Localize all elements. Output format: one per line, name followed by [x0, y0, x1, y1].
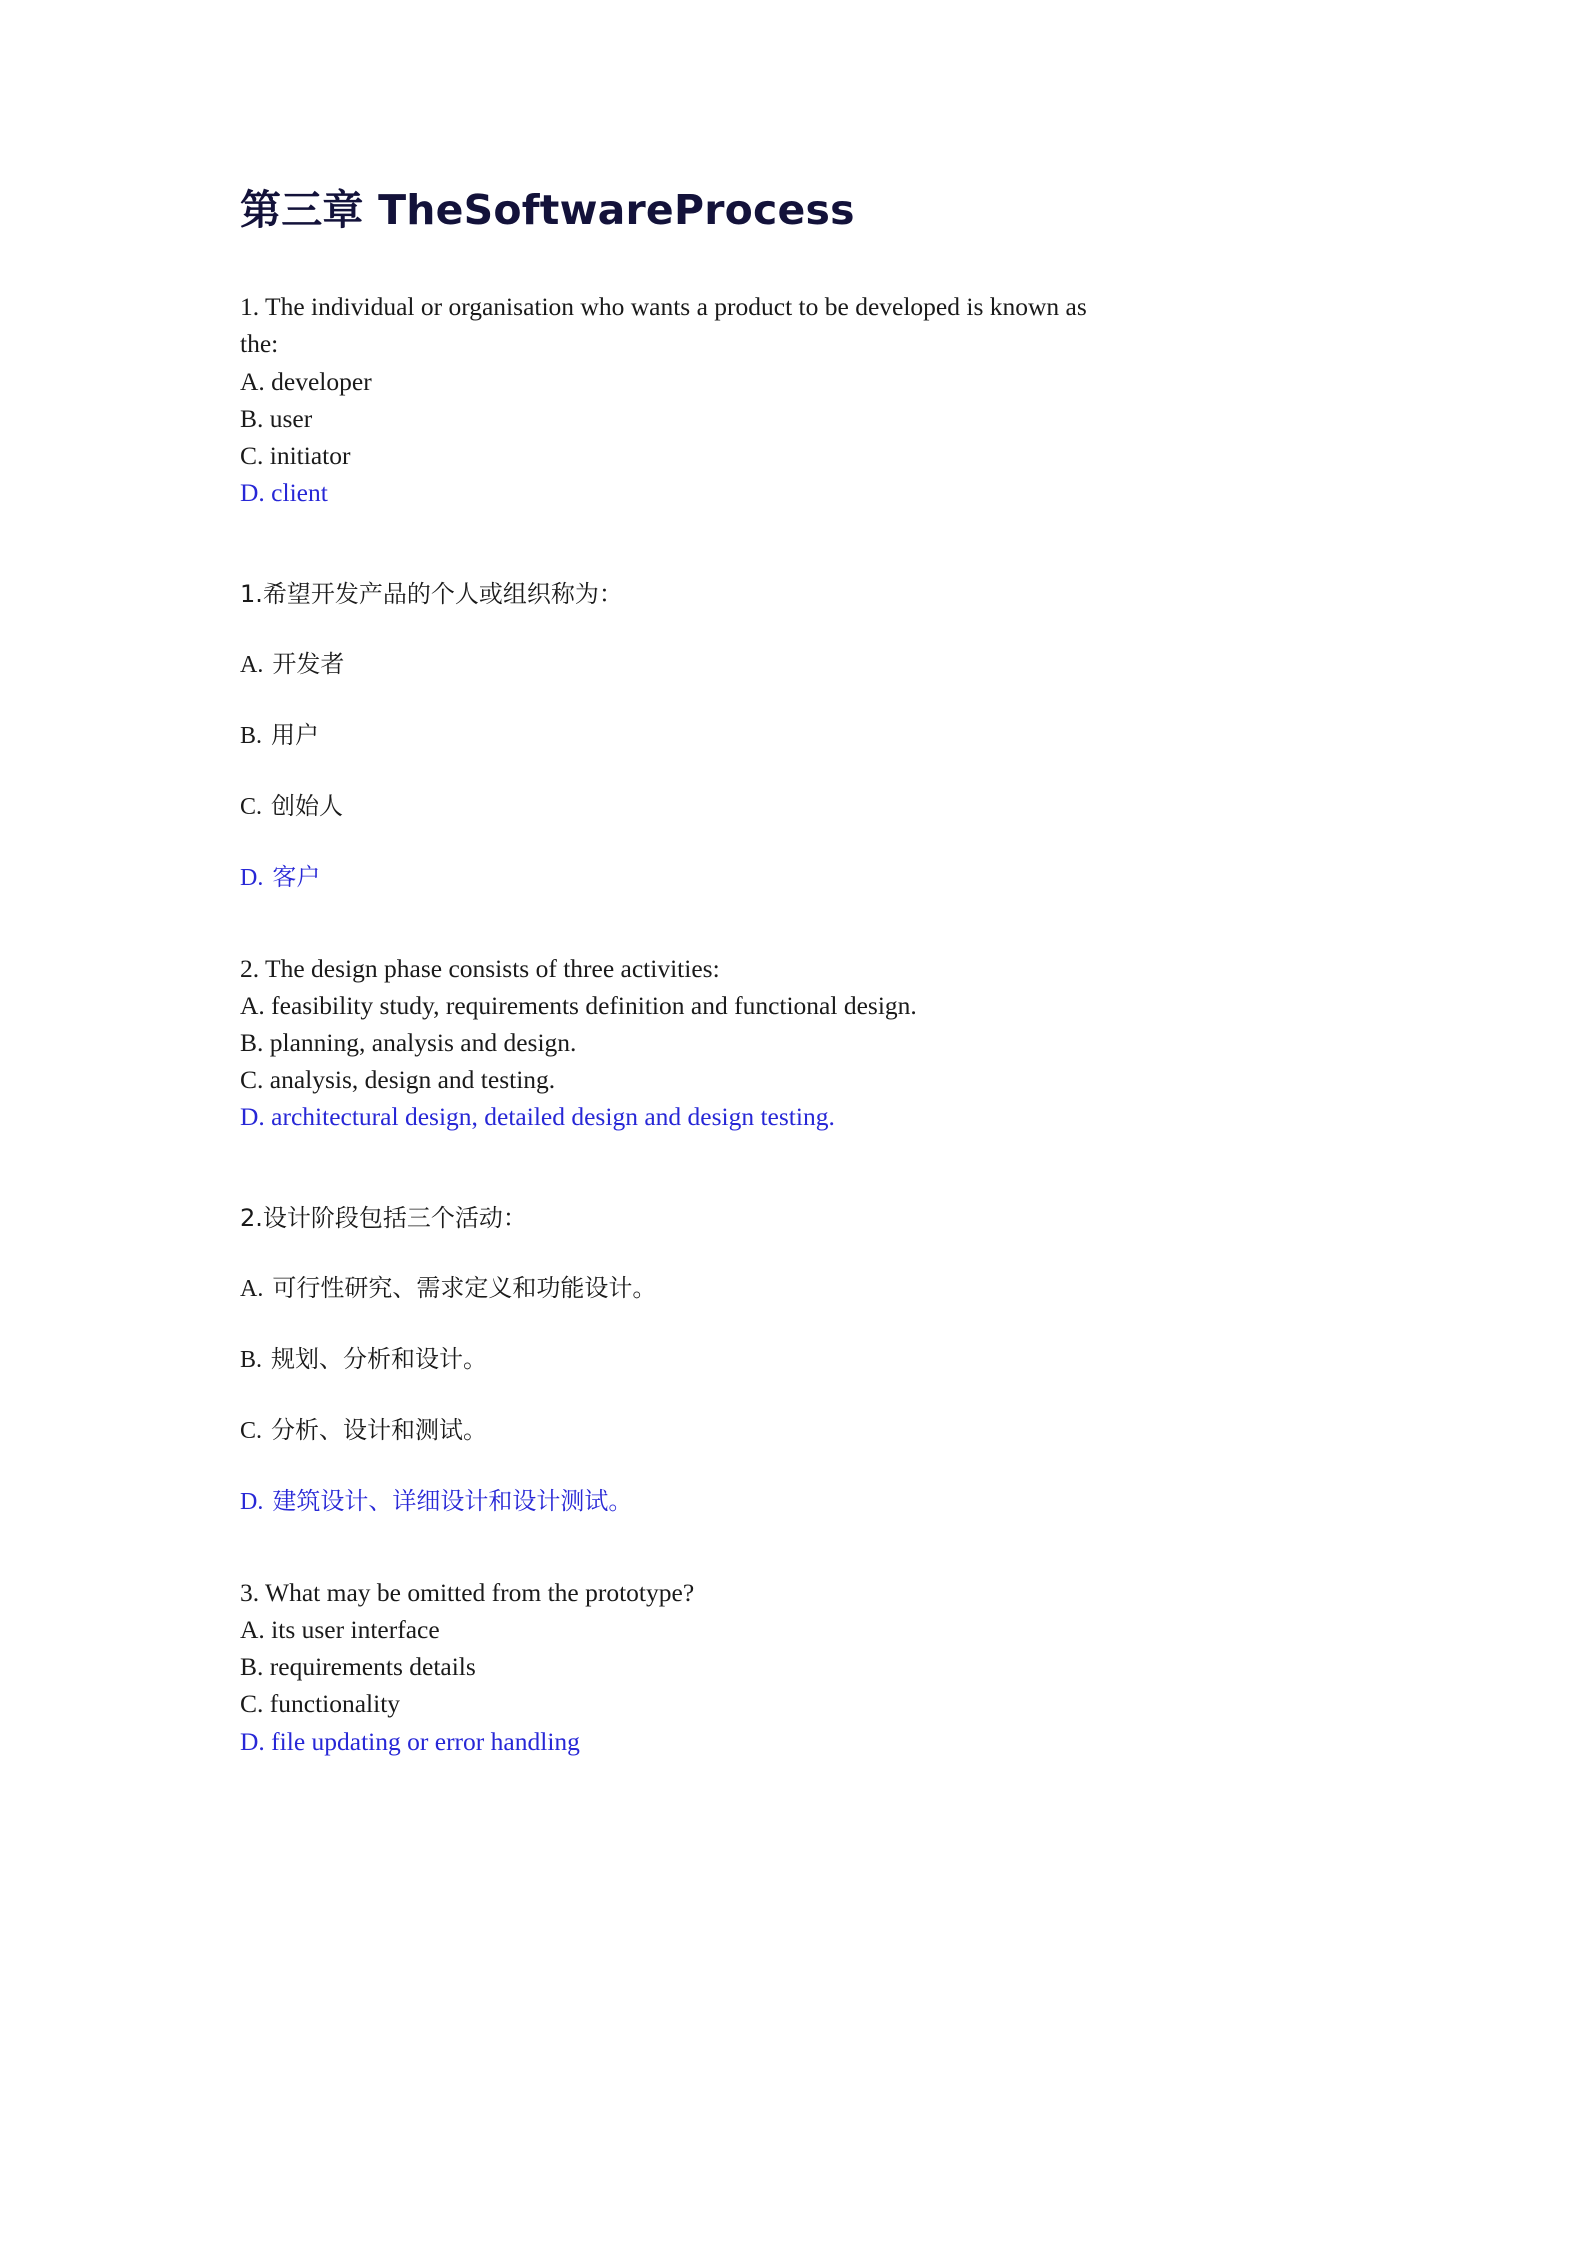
option-label: A.	[240, 651, 264, 678]
option-c	[240, 1412, 1347, 1449]
question-block-1-en	[240, 288, 1347, 511]
question-stem: 1.希望开发产品的个人或组织称为：	[240, 579, 623, 608]
option-a	[240, 646, 1347, 683]
question-line: 2. The design phase consists of three activities:	[240, 953, 720, 983]
question-block-2-en	[240, 950, 1347, 1136]
question-line: 1. The individual or organisation who wants a product to be developed is known as	[240, 292, 1087, 322]
option-label: A.	[240, 1275, 264, 1302]
option-b: B. planning, analysis and design.	[240, 1028, 577, 1057]
option-a: A. its user interface	[240, 1614, 440, 1644]
option-c: C. analysis, design and testing.	[240, 1065, 556, 1095]
question-line: the:	[240, 329, 279, 359]
option-a: A. feasibility study, requirements definition and functional design.	[240, 990, 917, 1020]
option-label: D.	[240, 864, 264, 891]
option-label: D.	[240, 1488, 264, 1515]
option-text: 分析、设计和测试。	[271, 1415, 488, 1444]
option-text: 创始人	[271, 791, 344, 820]
option-c: C. functionality	[240, 1689, 401, 1719]
question-block-3-en	[240, 1574, 1347, 1760]
option-label: B.	[240, 1346, 263, 1373]
option-label: C.	[240, 793, 263, 820]
option-d-answer	[240, 859, 1347, 896]
option-b: B. requirements details	[240, 1652, 476, 1682]
option-b: B. user	[240, 403, 313, 433]
option-b	[240, 1341, 1347, 1378]
option-a	[240, 1270, 1347, 1307]
option-text: 建筑设计、详细设计和设计测试。	[272, 1486, 633, 1515]
option-a: A. developer	[240, 366, 372, 396]
option-text: 可行性研究、需求定义和功能设计。	[272, 1273, 657, 1302]
option-d-answer	[240, 1483, 1347, 1520]
option-b	[240, 717, 1347, 754]
question-block-2-zh	[240, 1200, 1347, 1520]
page-title: 第三章 TheSoftwareProcess	[240, 186, 855, 234]
option-text: 客户	[272, 862, 321, 891]
option-text: 开发者	[272, 649, 345, 678]
option-c: C. initiator	[240, 441, 351, 471]
option-d-answer: D. architectural design, detailed design and design testing.	[240, 1102, 835, 1132]
option-text: 用户	[271, 720, 320, 749]
question-stem: 2.设计阶段包括三个活动：	[240, 1203, 527, 1232]
option-d-answer: D. client	[240, 478, 328, 508]
option-c	[240, 788, 1347, 825]
option-d-answer: D. file updating or error handling	[240, 1726, 580, 1756]
option-text: 规划、分析和设计。	[271, 1344, 488, 1373]
option-label: C.	[240, 1417, 263, 1444]
option-label: B.	[240, 722, 263, 749]
question-line: 3. What may be omitted from the prototype?	[240, 1577, 695, 1607]
question-block-1-zh	[240, 576, 1347, 896]
